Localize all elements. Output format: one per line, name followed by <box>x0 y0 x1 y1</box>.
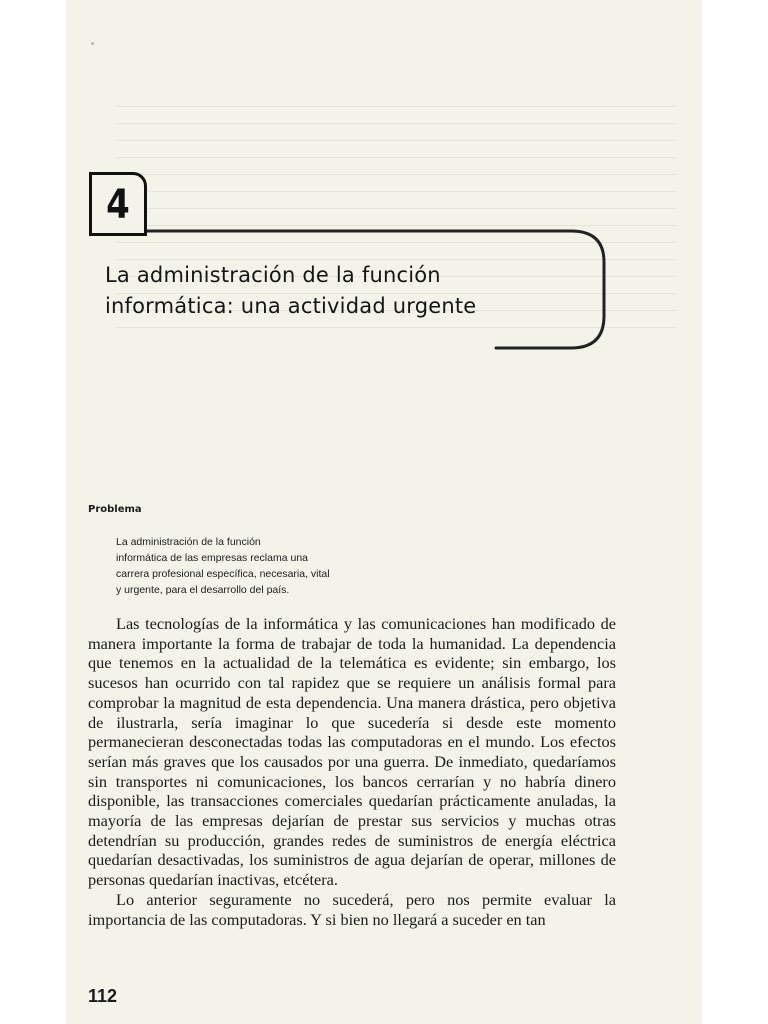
problem-label: Problema <box>88 504 142 515</box>
body-paragraph-1: Las tecnologías de la informática y las comunicaciones han modificado de manera importante la forma de trabajar de toda la humanidad. La dependencia que tenemos en la actualidad de la telemática es evidente; sin embargo, los sucesos han ocurrido con tal rapidez que se requiere un análisis formal para comprobar la magnitud de esta dependencia. Una manera drástica, pero objetiva de ilustrarla, sería imaginar lo que sucedería si desde este momento permanecieran desconectadas todas las computadoras en el mundo. Los efectos serían más graves que los causados por una guerra. De inmediato, quedaríamos sin transportes ni comunicaciones, los bancos cerrarían y no habría dinero disponible, las transacciones comerciales quedarían prácticamente anuladas, la mayoría de las empresas dejarían de prestar sus servicios y muchas otras detendrían su producción, grandes redes de suministros de energía eléctrica quedarían desactivadas, los suministros de agua dejarían de operar, millones de personas quedarían inactivas, etcétera. <box>88 614 616 890</box>
page-number: 112 <box>88 986 118 1006</box>
bleed-through-texture <box>116 98 676 378</box>
chapter-title <box>105 260 545 322</box>
problem-line-4: y urgente, para el desarrollo del país. <box>116 584 290 596</box>
chapter-title-line-2: informática: una actividad urgente <box>105 294 477 318</box>
chapter-number: 4 <box>106 182 130 228</box>
chapter-title-line-1: La administración de la función <box>105 263 441 287</box>
book-page <box>66 0 702 1024</box>
scan-speck <box>91 42 94 45</box>
problem-statement <box>116 534 341 598</box>
problem-line-2: informática de las empresas reclama una <box>116 552 309 564</box>
body-paragraph-2: Lo anterior seguramente no sucederá, pero nos permite evaluar la importancia de las computadoras. Y si bien no llegará a suceder en tan <box>88 889 616 929</box>
body-text <box>88 614 616 929</box>
problem-line-3: carrera profesional específica, necesaria, vital <box>116 568 330 580</box>
chapter-number-box <box>89 172 147 236</box>
problem-line-1: La administración de la función <box>116 536 261 548</box>
